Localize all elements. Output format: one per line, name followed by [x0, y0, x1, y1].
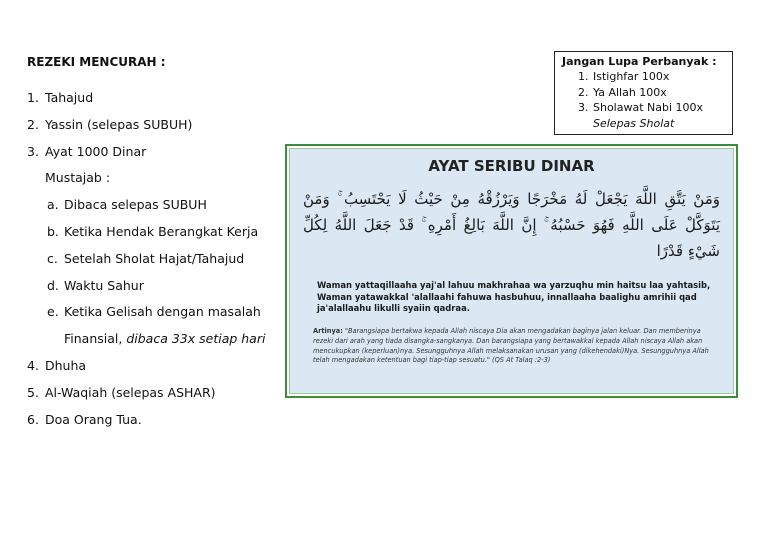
item-number: 6.: [27, 411, 39, 427]
item-text: Ketika Gelisah dengan masalah: [64, 304, 261, 320]
sub-list-item: [45, 299, 282, 353]
item-number: 2.: [578, 85, 589, 99]
section-heading: REZEKI MENCURAH :: [27, 55, 166, 69]
ayat-seribu-dinar-card: [285, 144, 738, 398]
item-text: Tahajud: [45, 90, 94, 105]
list-item: [27, 407, 282, 434]
item-letter: d.: [47, 277, 59, 293]
item-number: 1.: [27, 90, 39, 105]
item-letter: b.: [47, 223, 59, 239]
list-item: [27, 353, 282, 380]
item-number: 3.: [27, 143, 39, 159]
item-text: Doa Orang Tua.: [45, 411, 142, 427]
reminder-item: [562, 100, 726, 131]
reminder-item: [562, 85, 726, 101]
translation: [313, 327, 720, 366]
rezeki-section: [27, 53, 282, 433]
list-item: [27, 139, 282, 353]
item-text: Ya Allah 100x: [593, 85, 667, 99]
arabic-verse: وَمَنْ يَتَّقِ اللَّهَ يَجْعَلْ لَهُ مَخْرَجًا وَيَرْزُقْهُ مِنْ حَيْثُ لَا يَحْتَسِبُ ۚ وَمَنْ يَتَوَكَّلْ عَلَى اللَّهِ فَهُوَ حَسْبُهُ ۚ إِنَّ اللَّهَ بَالِغُ أَمْرِهِ ۚ قَدْ جَعَلَ اللَّهُ لِكُلِّ شَيْءٍ قَدْرًا: [303, 190, 720, 260]
sub-list: [45, 192, 282, 353]
sub-list-item: [45, 192, 282, 219]
card-title: AYAT SERIBU DINAR: [428, 157, 595, 175]
transliteration: Waman yattaqillaaha yaj'al lahuu makhrahaa wa yarzuqhu min haitsu laa yahtasib, Waman yatawakkal 'alallaahi fahuwa hasbuhuu, innallaaha baalighu amrihii qad ja'alallaahu likulli syaiin qadraa.: [317, 280, 711, 313]
item-text: Al-Waqiah (selepas ASHAR): [45, 384, 216, 400]
list-item: [27, 112, 282, 139]
item-number: 2.: [27, 116, 39, 132]
item-text: Dhuha: [45, 357, 87, 373]
reminder-title: Jangan Lupa Perbanyak :: [562, 55, 717, 68]
reminder-item: [562, 69, 726, 85]
item-number: 3.: [578, 101, 589, 114]
item-number: 1.: [578, 70, 589, 83]
sub-list-item: [45, 273, 282, 300]
item-text: Istighfar 100x: [593, 70, 670, 83]
sub-list-item: [45, 246, 282, 273]
main-list: [27, 85, 282, 433]
item-text-continued: Finansial,: [64, 331, 127, 347]
translation-text: "Barangsiapa bertakwa kepada Allah niscaya Dia akan mengadakan baginya jalan keluar. Dan memberinya rezeki dari arah yang tiada disangka-sangkanya. Dan barangsiapa yang bertawakkal kepada Allah niscaya Allah akan mencukupkan (keperluan)nya. Sesungguhnya Allah melaksanakan urusan yang (dikehendaki)Nya. Sesungguhnya Allah telah mengadakan ketentuan bagi tiap-tiap sesuatu." (QS At Talaq :2-3): [313, 327, 709, 365]
translation-label: Artinya:: [313, 327, 343, 335]
item-letter: c.: [47, 250, 58, 266]
item-text: Yassin (selepas SUBUH): [45, 116, 193, 132]
item-text: Waktu Sahur: [64, 277, 144, 293]
list-item: [27, 85, 282, 112]
item-number: 4.: [27, 357, 39, 373]
item-text: Ketika Hendak Berangkat Kerja: [64, 223, 259, 239]
sub-list-item: [45, 219, 282, 246]
reminder-note: Selepas Sholat: [593, 116, 675, 130]
sub-heading: Mustajab :: [45, 170, 111, 186]
item-letter: e.: [47, 304, 59, 320]
item-number: 5.: [27, 384, 39, 400]
item-letter: a.: [47, 197, 59, 213]
item-note: dibaca 33x setiap hari: [126, 331, 266, 347]
reminder-list: [562, 69, 726, 131]
list-item: [27, 380, 282, 407]
item-text: Ayat 1000 Dinar: [45, 143, 147, 159]
item-text: Setelah Sholat Hajat/Tahajud: [64, 250, 245, 266]
reminder-box: [554, 51, 733, 135]
item-text: Dibaca selepas SUBUH: [64, 197, 207, 213]
item-text: Sholawat Nabi 100x: [593, 101, 704, 114]
